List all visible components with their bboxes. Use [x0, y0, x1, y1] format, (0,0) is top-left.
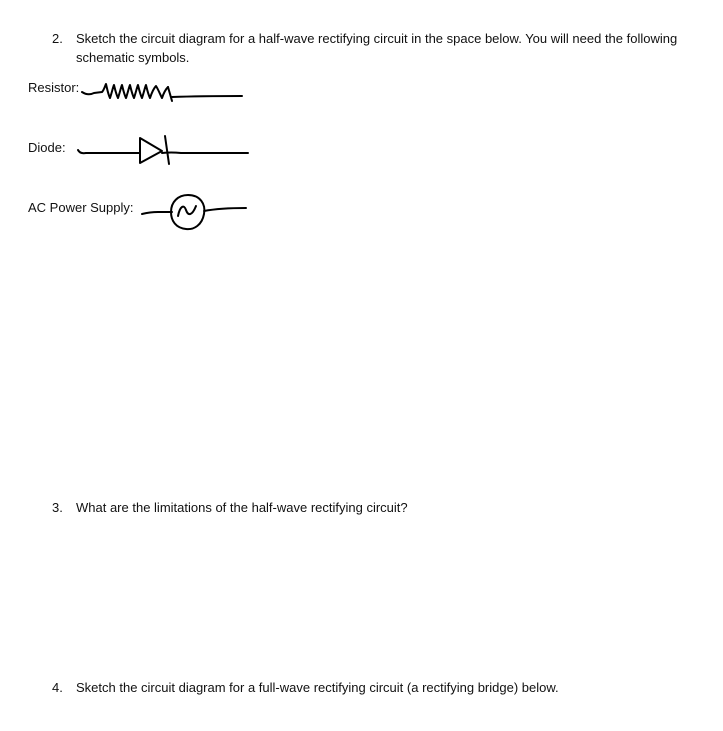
diode-symbol-icon: [76, 132, 256, 166]
question-text: Sketch the circuit diagram for a full-wave rectifying circuit (a rectifying bridge) below.: [76, 680, 559, 695]
question-text: What are the limitations of the half-wave rectifying circuit?: [76, 500, 408, 515]
question-number: 3.: [52, 500, 63, 515]
diode-label: Diode:: [28, 140, 66, 155]
question-text: Sketch the circuit diagram for a half-wave rectifying circuit in the space below. You will need the following schematic symbols.: [76, 31, 678, 65]
question-number: 4.: [52, 680, 63, 695]
resistor-label: Resistor:: [28, 80, 80, 95]
ac-power-supply-label: AC Power Supply:: [28, 200, 134, 215]
question-number: 2.: [52, 31, 63, 46]
ac-power-supply-symbol-icon: [140, 192, 250, 236]
resistor-symbol-icon: [80, 80, 250, 110]
